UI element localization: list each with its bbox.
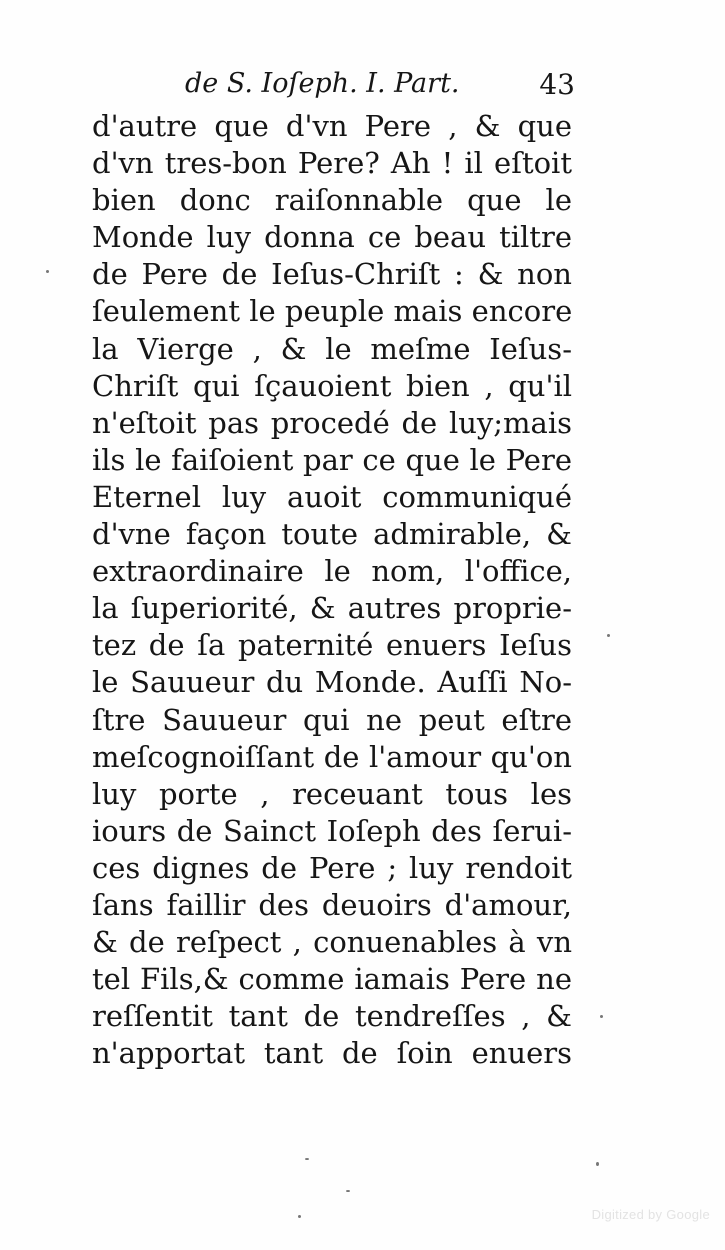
text-line: ils le faiſoient par ce que le Pere — [92, 442, 572, 477]
running-head — [185, 68, 575, 108]
page-number: 43 — [539, 68, 575, 101]
text-line: d'vn tres-bon Pere? Ah ! il eſtoit — [92, 146, 572, 181]
ink-speck — [346, 1190, 350, 1192]
watermark: Digitized by Google — [591, 1207, 710, 1222]
text-line: n'eſtoit pas procedé de luy;mais — [92, 405, 572, 440]
ink-speck — [596, 1162, 599, 1166]
text-line: & de reſpect , conuenables à vn — [92, 925, 572, 960]
text-line: la ſuperiorité, & autres proprie- — [92, 591, 572, 626]
body-text — [92, 108, 572, 1072]
text-line: de Pere de Ieſus-Chriſt : & non — [92, 257, 572, 292]
text-line: extraordinaire le nom, l'office, — [92, 554, 572, 589]
text-line: d'autre que d'vn Pere , & que — [92, 109, 572, 143]
ink-speck — [607, 634, 610, 637]
text-line: Eternel luy auoit communiqué — [92, 479, 572, 514]
ink-speck — [298, 1215, 301, 1218]
text-line: ces dignes de Pere ; luy rendoit — [92, 850, 572, 885]
text-line: Monde luy donna ce beau tiltre — [92, 220, 572, 255]
running-title: de S. Ioſeph. I. Part. — [185, 68, 460, 99]
text-line: d'vne façon toute admirable, & — [92, 517, 572, 552]
text-line: ſans faillir des deuoirs d'amour, — [92, 887, 572, 922]
text-line: iours de Sainct Ioſeph des ſerui- — [92, 813, 572, 848]
text-line: ſeulement le peuple mais encore — [92, 294, 573, 329]
text-line: tez de ſa paternité enuers Ieſus — [92, 628, 572, 663]
ink-speck — [305, 1158, 309, 1160]
ink-speck — [600, 1015, 603, 1018]
ink-speck — [46, 270, 49, 273]
text-line: n'apportat tant de ſoin enuers — [92, 1036, 572, 1071]
text-line: reſſentit tant de tendreſſes , & — [92, 999, 572, 1034]
text-line: tel Fils,& comme iamais Pere ne — [92, 962, 572, 997]
text-line: meſcognoiſſant de l'amour qu'on — [92, 739, 572, 774]
text-line: Chriſt qui ſçauoient bien , qu'il — [92, 368, 572, 403]
text-line: le Sauueur du Monde. Auſſi No- — [92, 665, 572, 700]
text-line: luy porte , receuant tous les — [92, 776, 572, 811]
text-line: ſtre Sauueur qui ne peut eſtre — [92, 702, 572, 737]
text-line: la Vierge , & le meſme Ieſus- — [92, 331, 572, 366]
text-line: bien donc raiſonnable que le — [92, 183, 572, 218]
